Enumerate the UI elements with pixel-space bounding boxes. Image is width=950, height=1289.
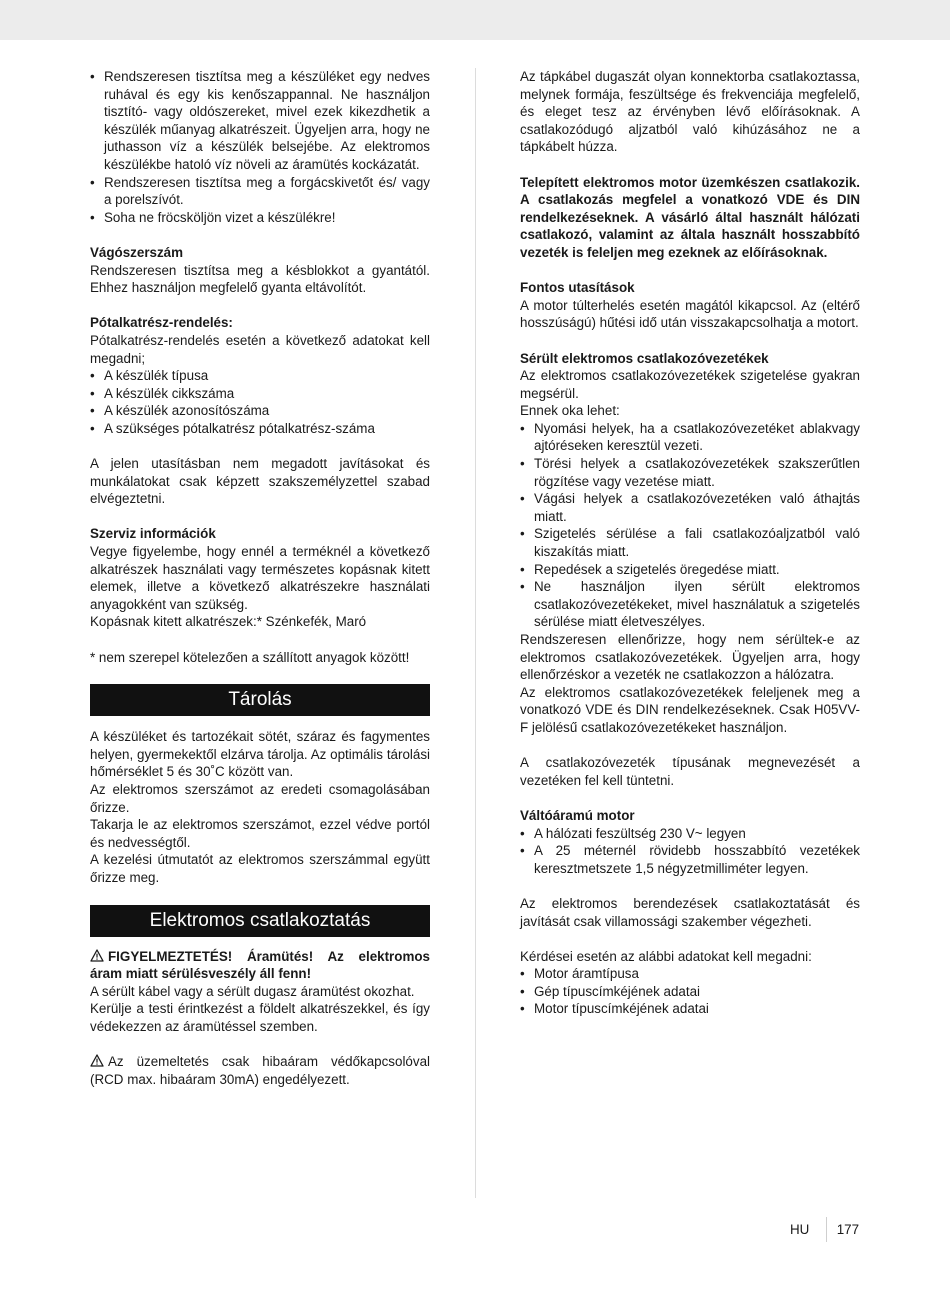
storage-text-4: A kezelési útmutatót az elektromos szerszámmal együtt őrizze meg. — [90, 852, 430, 885]
important-text: A motor túlterhelés esetén magától kikapcsol. Az (eltérő hosszúságú) hűtési idő után visszakapcsolhatja a motort. — [520, 297, 860, 331]
ac-motor-list — [520, 825, 860, 878]
cleaning-list — [90, 68, 430, 226]
service-heading: Szerviz információk — [90, 526, 216, 542]
top-header-bar — [0, 0, 950, 40]
list-item: • Motor áramtípusa — [520, 965, 860, 983]
damage-causes-list — [520, 420, 860, 631]
list-item: • A szükséges pótalkatrész pótalkatrész-száma — [90, 420, 430, 438]
spare-parts-list — [90, 367, 430, 437]
list-item: • Motor típuscímkéjének adatai — [520, 1000, 860, 1018]
page-number: 177 — [836, 1222, 860, 1237]
ac-motor-heading: Váltóáramú motor — [520, 807, 635, 823]
list-item: • Ne használjon ilyen sérült elektromos csatlakozóvezetékeket, mivel használatuk a szigetelés sérülése miatt életveszélyes. — [520, 578, 860, 631]
electrical-text-2: Kerülje a testi érintkezést a földelt alkatrészekkel, és így védekezzen az áramütéssel szemben. — [90, 1001, 430, 1034]
questions-text: Kérdései esetén az alábbi adatokat kell megadni: — [520, 948, 812, 964]
list-item: • A 25 méternél rövidebb hosszabbító vezetékek keresztmetszete 1,5 négyzetmilliméter legyen. — [520, 842, 860, 877]
check-cables-text: Rendszeresen ellenőrizze, hogy nem sérültek-e az elektromos csatlakozóvezetékek. Ügyeljen arra, hogy ellenőrzéskor a vezeték ne csatlakozzon a hálózatra. — [520, 632, 860, 683]
language-code: HU — [790, 1222, 810, 1237]
list-item: • Rendszeresen tisztítsa meg a forgácskivetőt és/ vagy a porelszívót. — [90, 174, 430, 209]
service-footnote: * nem szerepel kötelezően a szállított anyagok között! — [90, 649, 410, 665]
list-item: • A készülék azonosítószáma — [90, 402, 430, 420]
storage-text-1: A készüléket és tartozékait sötét, száraz és fagymentes helyen, gyermekektől elzárva tárolja. Az optimális tárolási hőmérséklet 5 és 30˚C között van. — [90, 729, 430, 780]
list-item: • Gép típuscímkéjének adatai — [520, 983, 860, 1001]
list-item: • Repedések a szigetelés öregedése miatt. — [520, 561, 860, 579]
cutting-tool-text: Rendszeresen tisztítsa meg a késblokkot a gyantától. Ehhez használjon megfelelő gyanta eltávolítót. — [90, 262, 430, 296]
right-column — [520, 68, 860, 1018]
wear-parts-text: Kopásnak kitett alkatrészek:* Szénkefék, Maró — [90, 614, 367, 630]
left-column — [90, 68, 430, 1088]
list-item: • A készülék típusa — [90, 367, 430, 385]
rcd-note-text: Az üzemeltetés csak hibaáram védőkapcsolóval (RCD max. hibaáram 30mA) engedélyezett. — [90, 1054, 430, 1087]
damaged-cables-intro: Az elektromos csatlakozóvezetékek szigetelése gyakran megsérül. — [520, 368, 860, 401]
damaged-cables-heading: Sérült elektromos csatlakozóvezetékek — [520, 350, 769, 366]
storage-text-3: Takarja le az elektromos szerszámot, ezzel védve portól és nedvességtől. — [90, 817, 430, 850]
warning-triangle-icon — [90, 949, 104, 962]
warning-triangle-icon — [90, 1054, 104, 1067]
electrical-warning — [90, 948, 430, 983]
questions-list — [520, 965, 860, 1018]
service-text: Vegye figyelembe, hogy ennél a terméknél a következő alkatrészek használati vagy természetes kopásnak kitett elemek, illetve a következő alkatrészekre használati anyagokként van szükség. — [90, 544, 430, 612]
storage-banner: Tárolás — [90, 684, 430, 716]
spare-parts-intro: Pótalkatrész-rendelés esetén a következő adatokat kell megadni; — [90, 332, 430, 366]
storage-text-2: Az elektromos szerszámot az eredeti csomagolásában őrizze. — [90, 781, 430, 815]
column-divider — [475, 68, 476, 1198]
cable-marking-text: A csatlakozóvezeték típusának megnevezését a vezetéken fel kell tüntetni. — [520, 755, 860, 788]
list-item: • A készülék cikkszáma — [90, 385, 430, 403]
rcd-note — [90, 1053, 430, 1088]
footer-separator — [826, 1217, 827, 1242]
important-heading: Fontos utasítások — [520, 280, 635, 296]
damaged-cables-cause: Ennek oka lehet: — [520, 403, 620, 419]
motor-connection-text: Telepített elektromos motor üzemkészen csatlakozik. A csatlakozás megfelel a vonatkozó VDE és DIN rendelkezéseknek. A vásárló által használt hálózati csatlakozó, valamint az általa használt hosszabbító vezeték is feleljen meg ezeknek az előírásoknak. — [520, 174, 860, 260]
list-item: • Rendszeresen tisztítsa meg a készüléket egy nedves ruhával és egy kis kenőszappannal. Ne használjon tisztító- vagy oldószereket, mivel ezek kikezdhetik a készülék műanyag alkatrészeit. Ügyeljen arra, hogy ne juthasson víz a készülék belsejébe. Az elektromos készülékbe hatoló víz növeli az áramütés kockázatát. — [90, 68, 430, 174]
electrical-text-1: A sérült kábel vagy a sérült dugasz áramütést okozhat. — [90, 983, 415, 999]
list-item: • Vágási helyek a csatlakozóvezetéken való áthajtás miatt. — [520, 490, 860, 525]
list-item: • Soha ne fröcsköljön vizet a készülékre! — [90, 209, 430, 227]
page-footer — [790, 1221, 859, 1238]
list-item: • Nyomási helyek, ha a csatlakozóvezetéket ablakvagy ajtóréseken keresztül vezeti. — [520, 420, 860, 455]
list-item: • Szigetelés sérülése a fali csatlakozóaljzatból való kiszakítás miatt. — [520, 525, 860, 560]
plug-text: Az tápkábel dugaszát olyan konnektorba csatlakoztassa, melynek formája, feszültsége és frekvenciája megfelelő, és eleget tesz az érvényben lévő előírásoknak. A csatlakozódugó aljzatból való kihúzásához ne a tápkábelt húzza. — [520, 69, 860, 155]
list-item: • Törési helyek a csatlakozóvezetékek szakszerűtlen rögzítése vagy vezetése miatt. — [520, 455, 860, 490]
cutting-tool-heading: Vágószerszám — [90, 244, 184, 260]
cable-standards-text: Az elektromos csatlakozóvezetékek feleljenek meg a vonatkozó VDE és DIN rendelkezéseknek. Csak H05VV-F jelölésű csatlakozóvezetékeket használjon. — [520, 684, 860, 735]
list-item: • A hálózati feszültség 230 V~ legyen — [520, 825, 860, 843]
spare-parts-heading: Pótalkatrész-rendelés: — [90, 315, 233, 331]
spare-parts-note: A jelen utasításban nem megadott javításokat és munkálatokat csak képzett szakszemélyzettel szabad elvégeztetni. — [90, 456, 430, 507]
electrical-banner: Elektromos csatlakoztatás — [90, 905, 430, 937]
electrician-text: Az elektromos berendezések csatlakoztatását és javítását csak villamossági szakember végezheti. — [520, 895, 860, 929]
electrical-warning-text: FIGYELMEZTETÉS! Áramütés! Az elektromos áram miatt sérülésveszély áll fenn! — [90, 948, 430, 982]
